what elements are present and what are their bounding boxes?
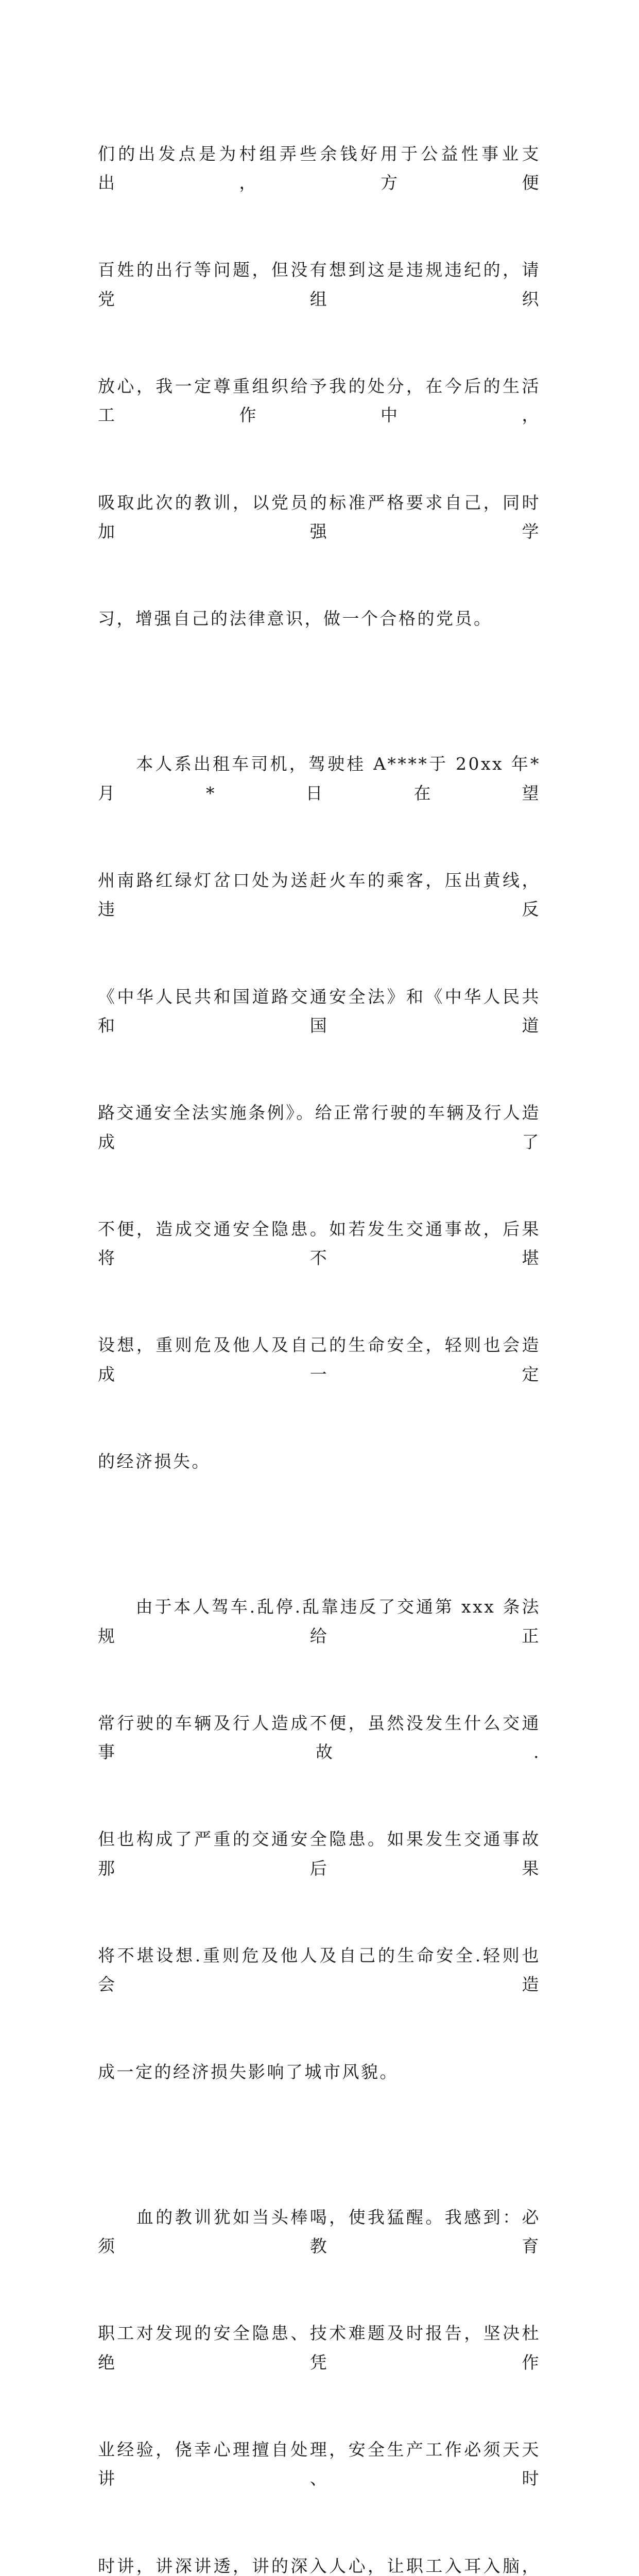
text-line: 设想，重则危及他人及自己的生命安全，轻则也会造成一定 xyxy=(98,1335,541,1384)
text-line: 州南路红绿灯岔口处为送赶火车的乘客，压出黄线，违反 xyxy=(98,870,541,920)
text-line: 百姓的出行等问题，但没有想到这是违规违纪的，请党组织 xyxy=(98,260,541,309)
text-line: 常行驶的车辆及行人造成不便，虽然没发生什么交通事故. xyxy=(98,1713,541,1762)
text-line: 本人系出租车司机，驾驶桂 A****于 20xx 年*月*日在望 xyxy=(98,754,541,803)
text-line: 血的教训犹如当头棒喝，使我猛醒。我感到：必须教育 xyxy=(98,2207,541,2257)
text-line: 将不堪设想.重则危及他人及自己的生命安全.轻则也会造 xyxy=(98,1945,541,1995)
document-body xyxy=(98,81,541,2576)
text-line: 习，增强自己的法律意识，做一个合格的党员。 xyxy=(98,608,493,629)
text-line: 放心，我一定尊重组织给予我的处分，在今后的生活工作中， xyxy=(98,376,541,426)
text-line: 业经验，侥幸心理擅自处理，安全生产工作必须天天讲、时 xyxy=(98,2439,541,2489)
text-line: 们的出发点是为村组弄些余钱好用于公益性事业支出，方便 xyxy=(98,143,541,193)
text-line: 吸取此次的教训，以党员的标准严格要求自己，同时加强学 xyxy=(98,492,541,542)
text-line: 但也构成了严重的交通安全隐患。如果发生交通事故那后果 xyxy=(98,1829,541,1878)
text-line: 由于本人驾车.乱停.乱靠违反了交通第 xxx 条法规给正 xyxy=(98,1597,541,1646)
text-line: 成一定的经济损失影响了城市风貌。 xyxy=(98,2061,399,2082)
text-line: 路交通安全法实施条例》。给正常行驶的车辆及行人造成了 xyxy=(98,1103,541,1152)
text-line: 《中华人民共和国道路交通安全法》和《中华人民共和国道 xyxy=(98,986,541,1036)
paragraph-3 xyxy=(98,1534,541,2145)
text-line: 不便，造成交通安全隐患。如若发生交通事故，后果将不堪 xyxy=(98,1218,541,1268)
text-line: 职工对发现的安全隐患、技术难题及时报告，坚决杜绝凭作 xyxy=(98,2323,541,2372)
text-line: 的经济损失。 xyxy=(98,1451,211,1472)
paragraph-2 xyxy=(98,692,541,1535)
paragraph-1 xyxy=(98,81,541,692)
text-line: 时讲，讲深讲透，讲的深入人心，让职工入耳入脑， xyxy=(98,2555,541,2576)
paragraph-4 xyxy=(98,2145,541,2576)
